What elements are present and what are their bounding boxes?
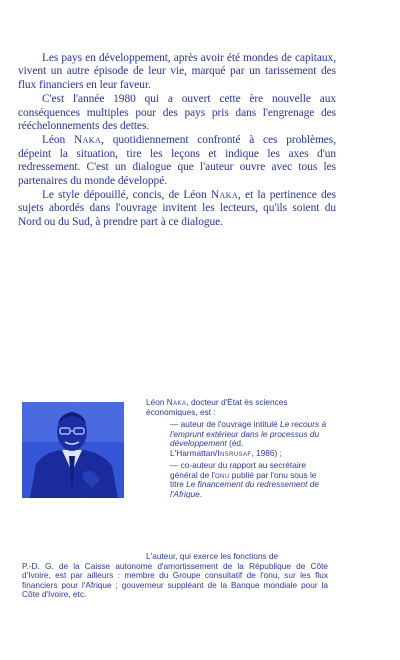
- author-name: Naka: [73, 134, 102, 147]
- bio-report-prefix: — co-auteur du rapport au secrétaire général de l': [170, 460, 307, 480]
- bio-report-end: .: [199, 488, 203, 499]
- bio-book-publisher: Insrusaf: [217, 447, 252, 458]
- blurb-p3-end: , quotidiennement confronté à ces problèmes, dépeint la situation, tire les leçons et indique les axes d'un redressement. C'est un dialogue que l'auteur ouvre avec tous les partenaires du monde développé.: [18, 134, 336, 187]
- bio-role-details: P.-D. G. de la Caisse autonome d'amortissement de la République de Côte d'Ivoire, est par ailleurs : membre du Groupe consultatif de l'onu, sur les flux financiers pour l'Afrique ; gouverneur suppléant de la Banque mondiale pour la Côte d'Ivoire, etc.: [22, 560, 328, 599]
- bio-report-org: onu: [214, 469, 230, 480]
- bio-report-middle: publié par l'onu sous le titre: [170, 469, 317, 489]
- blurb-paragraph-3: [18, 134, 336, 188]
- blurb-paragraph-1: Les pays en développement, après avoir été mondes de capitaux, vivent un autre épisode de leur vie, marqué par un tarissement des flux financiers en leur faveur.: [18, 52, 336, 91]
- blurb-paragraph-4: [18, 189, 336, 229]
- bio-intro: [146, 398, 328, 417]
- author-bio-continued: [22, 552, 328, 600]
- author-bio: [146, 398, 328, 502]
- bio-book-prefix: — auteur de l'ouvrage intitulé: [170, 419, 280, 429]
- bio-role-lead: L'auteur, qui exerce les fonctions de: [146, 551, 279, 561]
- back-cover-blurb: [18, 52, 336, 230]
- bio-item-report: [146, 461, 328, 499]
- bio-intro-start: Léon: [146, 397, 167, 407]
- blurb-p4-start: Le style dépouillé, concis, de Léon: [42, 189, 211, 202]
- bio-item-book: [146, 420, 328, 458]
- bio-intro-end: , docteur d'État ès sciences économiques, est :: [146, 397, 288, 417]
- blurb-p3-start: Léon: [42, 134, 74, 147]
- bio-book-year: , 1986) ;: [251, 447, 282, 458]
- bio-book-title: Le recours à l'emprunt extérieur dans le processus du développement: [170, 419, 327, 448]
- bio-report-title: Le financement du redressement de l'Afrique: [170, 479, 319, 499]
- author-portrait-image: [22, 402, 124, 498]
- author-photo: [22, 402, 124, 498]
- blurb-paragraph-2: C'est l'année 1980 qui a ouvert cette ère nouvelle aux conséquences multiples pour des pays pris dans l'engrenage des rééchelonnements des dettes.: [18, 93, 336, 133]
- author-name: Naka: [210, 189, 239, 202]
- bio-book-edition: (éd. L'Harmattan/: [170, 438, 244, 458]
- bio-author-name: Naka: [166, 397, 187, 407]
- blurb-p4-end: , et la pertinence des sujets abordés dans l'ouvrage invitent les lecteurs, qu'ils soient du Nord ou du Sud, à prendre part à ce dialogue.: [18, 189, 336, 228]
